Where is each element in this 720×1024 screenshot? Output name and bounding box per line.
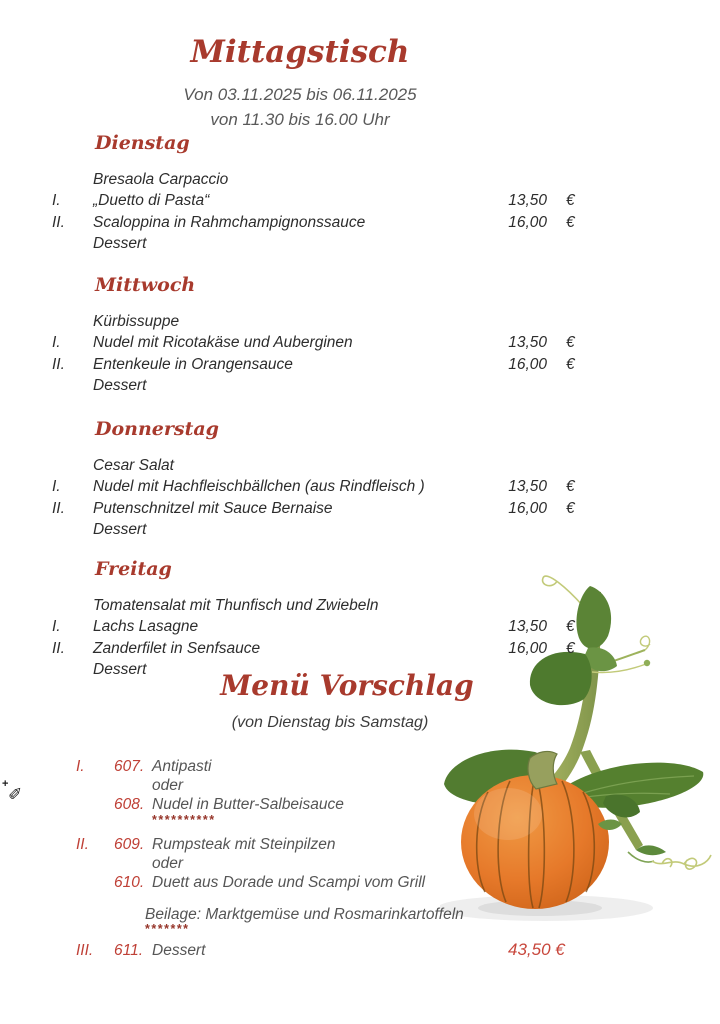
or-label: oder bbox=[152, 777, 184, 794]
dish-name: Lachs Lasagne bbox=[93, 618, 199, 636]
course-numeral: II. bbox=[52, 639, 65, 657]
dish-name: Dessert bbox=[93, 661, 147, 679]
dish-name: Duett aus Dorade und Scampi vom Grill bbox=[152, 874, 426, 891]
pen-cursor-icon bbox=[2, 780, 30, 808]
dish-name: Dessert bbox=[93, 377, 147, 395]
day-heading: Freitag bbox=[95, 558, 172, 580]
menu-suggestion-subtitle: (von Dienstag bis Samstag) bbox=[231, 714, 429, 731]
dish-number: 611. bbox=[114, 942, 144, 959]
validity-subtitle bbox=[0, 82, 600, 132]
dish-name: Antipasti bbox=[152, 758, 212, 775]
menu-row bbox=[0, 214, 640, 235]
menu-row bbox=[0, 171, 640, 192]
dish-name: Nudel mit Hachfleischbällchen (aus Rindfleisch ) bbox=[93, 478, 425, 496]
dish-name: „Duetto di Pasta“ bbox=[93, 192, 210, 210]
dish-price: 16,00 bbox=[508, 639, 547, 657]
course-numeral: II. bbox=[52, 355, 65, 373]
course-numeral: II. bbox=[52, 213, 65, 231]
day-rows bbox=[0, 313, 640, 399]
menu-total-price: 43,50 € bbox=[508, 940, 565, 959]
pencil-glyph: ✐ bbox=[8, 785, 23, 804]
euro-sign: € bbox=[566, 334, 575, 352]
day-rows bbox=[0, 457, 640, 543]
menu-row bbox=[0, 478, 640, 499]
menu-row bbox=[0, 334, 640, 355]
dish-name: Kürbissuppe bbox=[93, 313, 180, 330]
dish-name: Tomatensalat mit Thunfisch und Zwiebeln bbox=[93, 597, 379, 614]
euro-sign: € bbox=[566, 478, 575, 496]
menu-row bbox=[0, 457, 640, 478]
course-numeral: I. bbox=[52, 618, 61, 636]
cursor-plus-glyph: + bbox=[2, 778, 9, 790]
day-heading: Mittwoch bbox=[95, 274, 196, 296]
menu-row bbox=[0, 500, 640, 521]
dish-name: Putenschnitzel mit Sauce Bernaise bbox=[93, 499, 333, 517]
dish-name: Nudel mit Ricotakäse und Auberginen bbox=[93, 334, 353, 352]
dish-price: 13,50 bbox=[508, 478, 547, 496]
menu-row bbox=[0, 235, 640, 256]
dish-price: 16,00 bbox=[508, 213, 547, 231]
course-numeral: I. bbox=[52, 478, 61, 496]
page-title: Mittagstisch bbox=[190, 34, 410, 70]
dish-name: Dessert bbox=[93, 521, 147, 539]
dish-price: 13,50 bbox=[508, 334, 547, 352]
euro-sign: € bbox=[566, 618, 575, 636]
dish-price: 16,00 bbox=[508, 499, 547, 517]
asterisks: ******* bbox=[145, 922, 190, 936]
course-numeral: III. bbox=[76, 942, 94, 959]
dish-name: Dessert bbox=[152, 942, 206, 959]
course-numeral: II. bbox=[52, 499, 65, 517]
dish-name: Entenkeule in Orangensauce bbox=[93, 355, 293, 373]
course-numeral: I. bbox=[52, 334, 61, 352]
dish-number: 610. bbox=[114, 874, 145, 891]
euro-sign: € bbox=[566, 355, 575, 373]
euro-sign: € bbox=[566, 192, 575, 210]
menu-suggestion-title: Menü Vorschlag bbox=[220, 669, 474, 702]
day-rows bbox=[0, 171, 640, 257]
menu-row bbox=[0, 640, 640, 661]
dish-number: 608. bbox=[114, 796, 145, 813]
menu-row bbox=[0, 192, 640, 213]
side-dish-text: Beilage: Marktgemüse und Rosmarinkartoffeln bbox=[145, 906, 464, 923]
dish-name: Dessert bbox=[93, 235, 147, 253]
dish-number: 607. bbox=[114, 758, 145, 775]
dish-price: 13,50 bbox=[508, 192, 547, 210]
dish-name: Zanderfilet in Senfsauce bbox=[93, 639, 261, 657]
euro-sign: € bbox=[566, 639, 575, 657]
menu-row bbox=[0, 618, 640, 639]
euro-sign: € bbox=[566, 213, 575, 231]
dish-name: Cesar Salat bbox=[93, 457, 174, 474]
euro-sign: € bbox=[566, 499, 575, 517]
or-label: oder bbox=[152, 855, 184, 872]
menu-row bbox=[0, 313, 640, 334]
menu-row bbox=[0, 377, 640, 398]
dish-name: Bresaola Carpaccio bbox=[93, 171, 229, 188]
dish-price: 16,00 bbox=[508, 355, 547, 373]
dish-name: Rumpsteak mit Steinpilzen bbox=[152, 836, 336, 853]
menu-row bbox=[0, 356, 640, 377]
asterisks: ********** bbox=[152, 813, 216, 827]
dish-price: 13,50 bbox=[508, 618, 547, 636]
course-numeral: II. bbox=[76, 836, 89, 853]
course-numeral: I. bbox=[52, 192, 61, 210]
dish-name: Nudel in Butter-Salbeisauce bbox=[152, 796, 344, 813]
menu-row bbox=[0, 521, 640, 542]
day-heading: Dienstag bbox=[95, 132, 190, 154]
dish-name: Scaloppina in Rahmchampignonssauce bbox=[93, 213, 366, 231]
course-numeral: I. bbox=[76, 758, 85, 775]
date-range: Von 03.11.2025 bis 06.11.2025 bbox=[183, 85, 417, 104]
day-heading: Donnerstag bbox=[95, 418, 219, 440]
time-range: von 11.30 bis 16.00 Uhr bbox=[210, 110, 390, 129]
menu-row bbox=[0, 597, 640, 618]
dish-number: 609. bbox=[114, 836, 145, 853]
